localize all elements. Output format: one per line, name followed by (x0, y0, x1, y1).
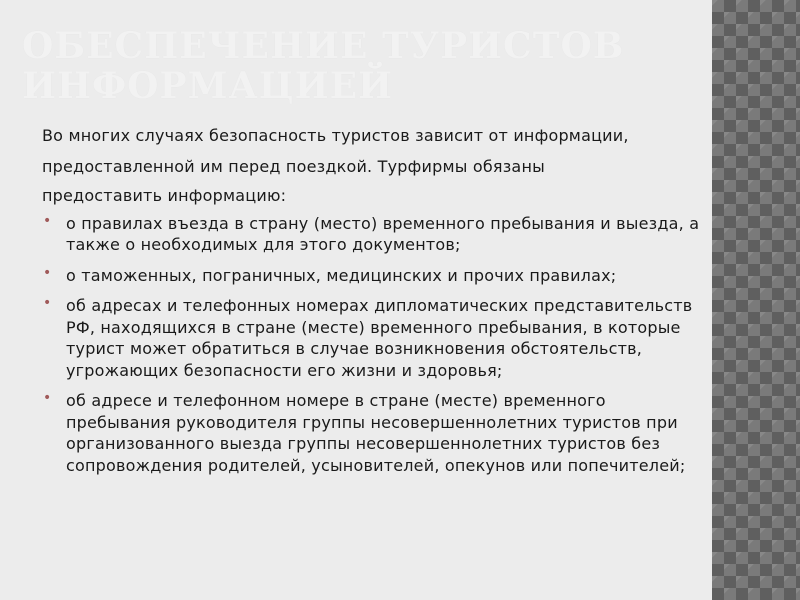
slide-body (42, 125, 710, 485)
bullet-dot-icon: • (43, 390, 52, 406)
bullet-dot-icon: • (43, 212, 52, 229)
body-paragraph: предоставить информацию: (42, 186, 287, 205)
bullet-dot-icon: • (43, 264, 52, 281)
bullet-item (42, 295, 710, 381)
bullet-item (42, 390, 710, 476)
bullet-dot-icon: • (43, 295, 52, 311)
bullet-text: об адресах и телефонных номерах дипломатических представительств РФ, находящихся в стране (месте) временного пребывания, в которые турист может обратиться в случае возникновения обстоятельств, угрожающих безопасности его жизни и здоровья; (66, 296, 693, 380)
bullet-text: о таможенных, пограничных, медицинских и прочих правилах; (66, 265, 617, 285)
bullet-text: о правилах въезда в страну (место) временного пребывания и выезда, а также о необходимых для этого документов; (66, 213, 700, 254)
body-paragraph: Во многих случаях безопасность туристов зависит от информации, (42, 126, 629, 145)
bullet-item (42, 265, 710, 287)
body-paragraph: предоставленной им перед поездкой. Турфирмы обязаны (42, 156, 545, 176)
bullet-text: об адресе и телефонном номере в стране (месте) временного пребывания руководителя группы несовершеннолетних туристов при организованного выезда группы несовершеннолетних туристов без сопровождения родителей, усыновителей, опекунов или попечителей; (66, 391, 686, 475)
slide-title: ОБЕСПЕЧЕНИЕ ТУРИСТОВ ИНФОРМАЦИЕЙ (22, 25, 625, 107)
bullet-list (42, 213, 710, 477)
decorative-side-pattern (712, 0, 800, 600)
bullet-item (42, 213, 710, 256)
